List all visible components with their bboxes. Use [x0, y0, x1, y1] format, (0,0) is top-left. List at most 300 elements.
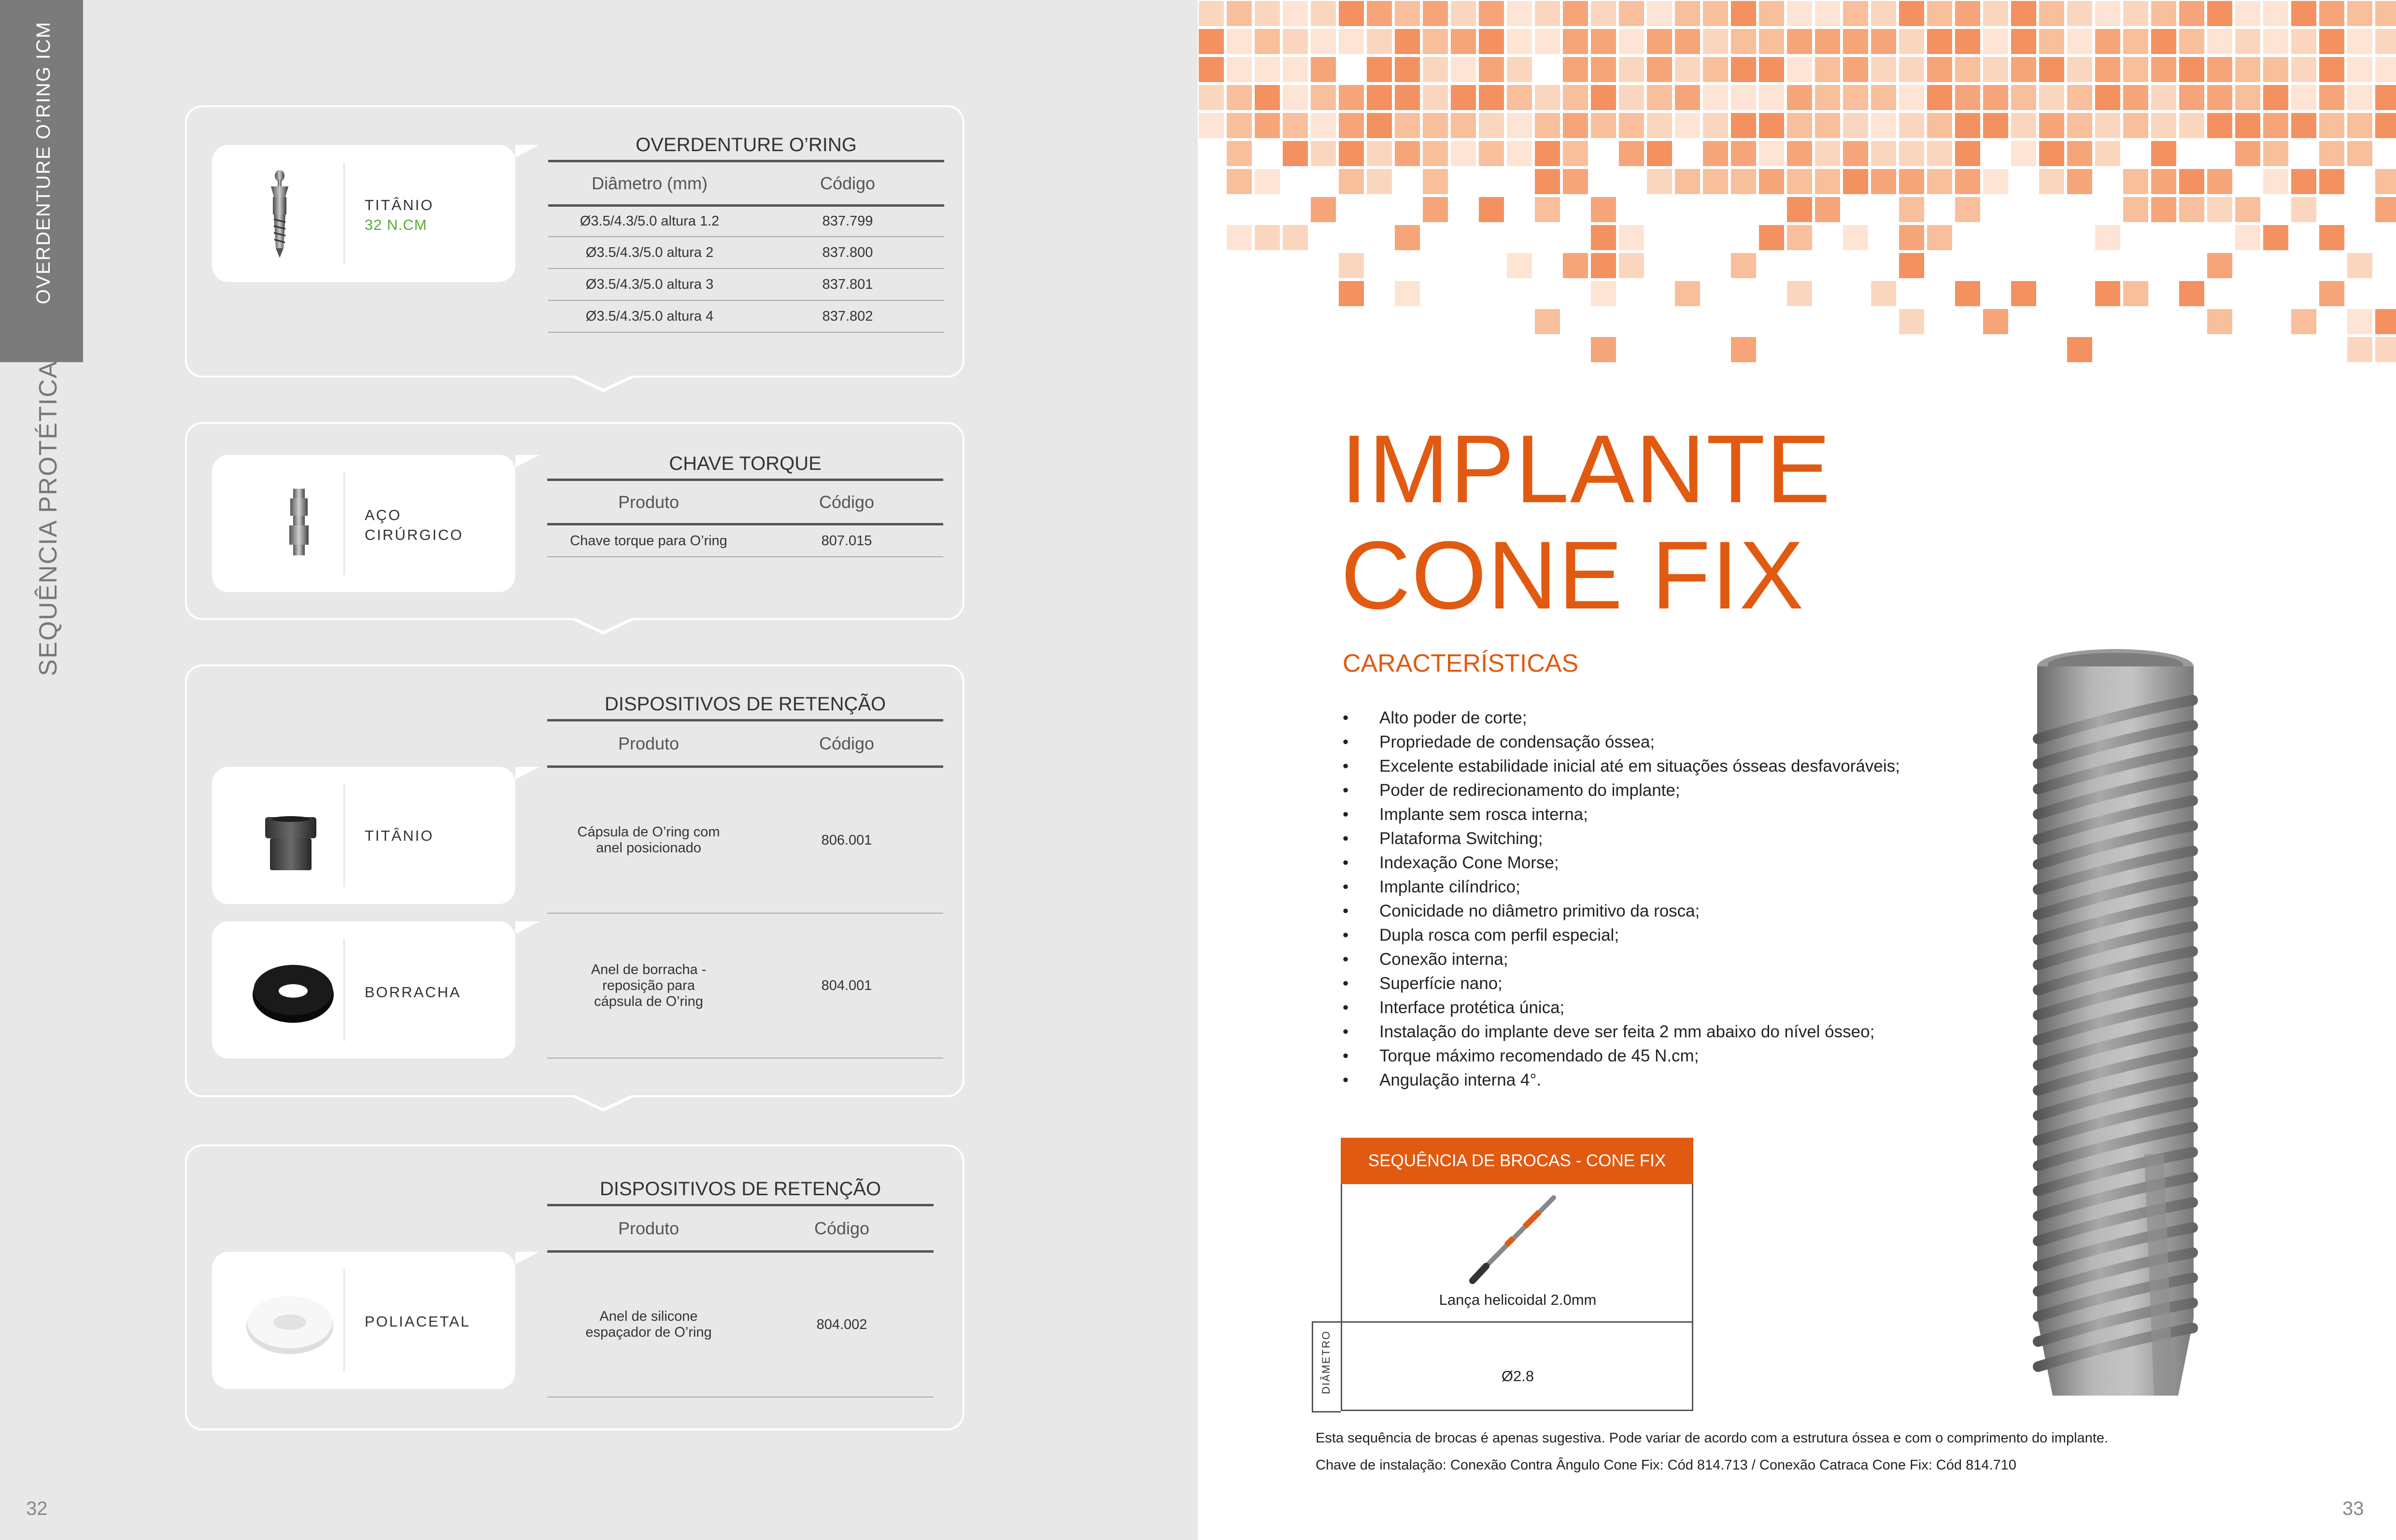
mosaic-tile [1843, 113, 1868, 138]
mosaic-tile [1591, 197, 1616, 222]
mosaic-tile [1311, 57, 1336, 82]
mosaic-tile [2095, 57, 2120, 82]
mosaic-tile [1619, 57, 1644, 82]
feature-item: • Alto poder de corte; [1343, 706, 1900, 730]
mosaic-tile [2263, 141, 2288, 166]
mosaic-tile [1787, 225, 1812, 250]
mosaic-tile [1647, 113, 1672, 138]
mosaic-tile [1983, 1, 2008, 26]
mosaic-tile [1871, 57, 1896, 82]
mosaic-tile [2263, 29, 2288, 54]
mosaic-tile [1955, 281, 1980, 306]
mosaic-tile [1283, 85, 1308, 110]
footer-notes [1316, 1425, 2108, 1479]
mosaic-tile [2347, 29, 2372, 54]
mosaic-tile [2319, 29, 2344, 54]
mosaic-tile [1731, 141, 1756, 166]
mosaic-tile [1227, 1, 1252, 26]
mosaic-tile [1367, 85, 1392, 110]
mosaic-tile [1815, 169, 1840, 194]
drill-bit-icon [1467, 1194, 1559, 1286]
mosaic-tile [2179, 281, 2204, 306]
mosaic-tile [1731, 85, 1756, 110]
table-row [547, 1253, 934, 1398]
table-title: OVERDENTURE O’RING [548, 128, 944, 162]
torque-value: 32 N.CM [365, 216, 427, 233]
mosaic-tile [1423, 57, 1448, 82]
col-header-product: Produto [618, 1218, 680, 1238]
mosaic-tile [2207, 113, 2232, 138]
mosaic-tile [2067, 337, 2092, 362]
mosaic-tile [2039, 141, 2064, 166]
mosaic-tile [1619, 85, 1644, 110]
mosaic-tile [1927, 1, 1952, 26]
feature-item: • Implante sem rosca interna; [1343, 803, 1900, 827]
mosaic-tile [1927, 113, 1952, 138]
mosaic-tile [1395, 225, 1420, 250]
mosaic-tile [2235, 85, 2260, 110]
cell-diameter: Ø3.5/4.3/5.0 altura 1.2 [580, 213, 720, 229]
mosaic-tile [1255, 113, 1280, 138]
mosaic-tile [1563, 113, 1588, 138]
mosaic-tile [1759, 29, 1784, 54]
mosaic-tile [1983, 309, 2008, 334]
cell-code: 837.800 [822, 244, 873, 260]
feature-item: • Conicidade no diâmetro primitivo da rosca; [1343, 899, 1900, 923]
mosaic-tile [1563, 85, 1588, 110]
mosaic-tile [1479, 29, 1504, 54]
mosaic-tile [1899, 113, 1924, 138]
mosaic-tile [1283, 57, 1308, 82]
mosaic-tile [2291, 169, 2316, 194]
title-line-2: CONE FIX [1341, 522, 1805, 629]
mosaic-tile [2123, 281, 2148, 306]
mosaic-tile [1199, 1, 1224, 26]
mosaic-tile [2067, 141, 2092, 166]
mosaic-tile [1339, 253, 1364, 278]
mosaic-tile [1479, 197, 1504, 222]
feature-item: • Dupla rosca com perfil especial; [1343, 923, 1900, 947]
mosaic-tile [1647, 85, 1672, 110]
mosaic-tile [2095, 85, 2120, 110]
mosaic-tile [1899, 1, 1924, 26]
mosaic-tile [1395, 85, 1420, 110]
mosaic-tile [1507, 1, 1532, 26]
product-card [212, 455, 515, 592]
mosaic-tile [1367, 1, 1392, 26]
note-drill-sequence: Esta sequência de brocas é apenas sugestiva. Pode variar de acordo com a estrutura óssea e com o comprimento do implante. [1316, 1430, 2109, 1446]
mosaic-tile [1703, 85, 1728, 110]
mosaic-tile [1815, 141, 1840, 166]
spec-table [547, 688, 943, 1059]
mosaic-tile [1703, 29, 1728, 54]
mosaic-tile [2011, 57, 2036, 82]
mosaic-tile [1255, 85, 1280, 110]
feature-item: • Instalação do implante deve ser feita 2 mm abaixo do nível ósseo; [1343, 1020, 1900, 1044]
mosaic-tile [1927, 29, 1952, 54]
mosaic-tile [1983, 85, 2008, 110]
cell-diameter: Ø3.5/4.3/5.0 altura 2 [585, 244, 714, 260]
mosaic-tile [1815, 197, 1840, 222]
cell-diameter: Ø3.5/4.3/5.0 altura 3 [585, 276, 714, 292]
mosaic-tile [1703, 141, 1728, 166]
mosaic-tile [2207, 253, 2232, 278]
implant-image [2019, 642, 2212, 1415]
table-title: CHAVE TORQUE [547, 447, 943, 481]
mosaic-tile [1955, 141, 1980, 166]
mosaic-tile [2347, 57, 2372, 82]
mosaic-tile [1787, 1, 1812, 26]
mosaic-tile [1731, 253, 1756, 278]
mosaic-tile [1759, 141, 1784, 166]
mosaic-tile [2375, 309, 2396, 334]
material-label: BORRACHA [365, 984, 461, 1001]
diameter-value: Ø2.8 [1501, 1368, 1534, 1385]
mosaic-tile [2263, 1, 2288, 26]
mosaic-tile [1871, 281, 1896, 306]
mosaic-tile [2151, 169, 2176, 194]
mosaic-tile [1591, 225, 1616, 250]
material-label: AÇO CIRÚRGICO [365, 507, 464, 543]
mosaic-tile [2347, 253, 2372, 278]
mosaic-tile [1423, 1, 1448, 26]
mosaic-tile [1759, 113, 1784, 138]
mosaic-tile [1591, 337, 1616, 362]
cell-code: 837.799 [822, 213, 873, 229]
mosaic-tile [1395, 141, 1420, 166]
title-line-1: IMPLANTE [1341, 415, 1832, 523]
mosaic-tile [2375, 1, 2396, 26]
mosaic-tile [2207, 197, 2232, 222]
spec-table [548, 128, 944, 333]
feature-item: • Plataforma Switching; [1343, 827, 1900, 851]
mosaic-tile [1675, 281, 1700, 306]
mosaic-tile [2123, 85, 2148, 110]
mosaic-tile [2123, 113, 2148, 138]
mosaic-tile [1619, 225, 1644, 250]
panel-overdenture-oring [185, 105, 964, 378]
mosaic-tile [1507, 113, 1532, 138]
cell-code: 837.801 [822, 276, 873, 292]
oring-abutment-icon [260, 169, 299, 261]
mosaic-tile [2347, 337, 2372, 362]
mosaic-tile [1983, 57, 2008, 82]
mosaic-tile [2067, 85, 2092, 110]
mosaic-tile [2235, 29, 2260, 54]
mosaic-tile [1955, 113, 1980, 138]
mosaic-tile [1255, 1, 1280, 26]
mosaic-tile [2375, 85, 2396, 110]
mosaic-tile [2151, 197, 2176, 222]
mosaic-tile [1675, 113, 1700, 138]
section-tab-label: OVERDENTURE O’RING ICM [33, 21, 54, 304]
mosaic-tile [2039, 29, 2064, 54]
mosaic-tile [1899, 85, 1924, 110]
cell-code: 837.802 [822, 308, 873, 324]
mosaic-tile [2151, 85, 2176, 110]
mosaic-tile [1843, 57, 1868, 82]
mosaic-tile [2123, 29, 2148, 54]
cell-code: 804.002 [816, 1316, 867, 1332]
cell-diameter: Ø3.5/4.3/5.0 altura 4 [585, 308, 714, 324]
mosaic-tile [1871, 113, 1896, 138]
mosaic-tile [2095, 141, 2120, 166]
mosaic-tile [2207, 57, 2232, 82]
feature-item: • Excelente estabilidade inicial até em situações ósseas desfavoráveis; [1343, 754, 1900, 778]
drill-table-body [1341, 1184, 1693, 1411]
mosaic-tile [2095, 225, 2120, 250]
mosaic-tile [2011, 1, 2036, 26]
mosaic-tile [1871, 1, 1896, 26]
mosaic-tile [2179, 197, 2204, 222]
mosaic-tile [1731, 169, 1756, 194]
mosaic-tile [1927, 169, 1952, 194]
table-row [547, 914, 943, 1059]
mosaic-tile [2123, 57, 2148, 82]
mosaic-tile [1451, 113, 1476, 138]
mosaic-tile [1731, 1, 1756, 26]
mosaic-tile [1899, 225, 1924, 250]
mosaic-tile [2291, 197, 2316, 222]
mosaic-tile [2067, 1, 2092, 26]
material-label: POLIACETAL [365, 1313, 470, 1330]
mosaic-tile [1591, 85, 1616, 110]
mosaic-tile [1815, 1, 1840, 26]
mosaic-tile [1283, 225, 1308, 250]
mosaic-tile [2235, 197, 2260, 222]
mosaic-tile [2123, 169, 2148, 194]
mosaic-tile [2319, 225, 2344, 250]
mosaic-tile [1367, 29, 1392, 54]
mosaic-tile [1591, 253, 1616, 278]
mosaic-tile [1591, 29, 1616, 54]
mosaic-tile [1227, 169, 1252, 194]
mosaic-tile [2375, 29, 2396, 54]
mosaic-tile [1787, 85, 1812, 110]
mosaic-tile [2095, 1, 2120, 26]
mosaic-tile [1423, 29, 1448, 54]
mosaic-tile [1395, 113, 1420, 138]
mosaic-tile [1843, 1, 1868, 26]
mosaic-tile [1535, 1, 1560, 26]
mosaic-tile [1703, 57, 1728, 82]
cell-product: Chave torque para O’ring [570, 533, 727, 549]
mosaic-tile [1395, 29, 1420, 54]
mosaic-tile [1563, 57, 1588, 82]
mosaic-tile [1899, 197, 1924, 222]
material-label: TITÂNIO [365, 827, 434, 844]
mosaic-tile [1675, 85, 1700, 110]
panel-retention-devices-2 [185, 1144, 964, 1430]
table-row [547, 768, 943, 914]
material-label: TITÂNIO [365, 197, 434, 213]
mosaic-tile [2095, 29, 2120, 54]
mosaic-tile [1227, 29, 1252, 54]
mosaic-tile [1283, 29, 1308, 54]
table-row [548, 301, 944, 333]
mosaic-tile [2011, 85, 2036, 110]
mosaic-tile [2151, 113, 2176, 138]
mosaic-tile [2179, 29, 2204, 54]
mosaic-tile [2263, 225, 2288, 250]
mosaic-tile [1535, 141, 1560, 166]
mosaic-tile [2347, 141, 2372, 166]
mosaic-tile [1255, 169, 1280, 194]
mosaic-tile [1927, 57, 1952, 82]
mosaic-tile [1423, 85, 1448, 110]
mosaic-tile [2207, 309, 2232, 334]
mosaic-tile [2067, 113, 2092, 138]
mosaic-tile [2235, 113, 2260, 138]
mosaic-tile [1395, 1, 1420, 26]
mosaic-tile [1899, 169, 1924, 194]
mosaic-tile [1731, 337, 1756, 362]
panel-torque-key [185, 422, 964, 620]
mosaic-tile [1899, 29, 1924, 54]
cell-product: Anel de borracha - reposição para cápsula de O’ring [591, 961, 707, 1009]
spacer-ring-icon [244, 1289, 336, 1357]
mosaic-tile [1339, 113, 1364, 138]
product-card [212, 921, 515, 1059]
mosaic-tile [1899, 309, 1924, 334]
mosaic-tile [1423, 141, 1448, 166]
mosaic-tile [1647, 141, 1672, 166]
mosaic-tile [2151, 141, 2176, 166]
mosaic-tile [1311, 85, 1336, 110]
mosaic-tile [1395, 57, 1420, 82]
mosaic-tile [1759, 1, 1784, 26]
mosaic-tile [2151, 1, 2176, 26]
mosaic-tile [1507, 141, 1532, 166]
mosaic-tile [1367, 141, 1392, 166]
mosaic-tile [1647, 57, 1672, 82]
mosaic-tile [2095, 113, 2120, 138]
mosaic-tile [1479, 141, 1504, 166]
mosaic-tile [1423, 113, 1448, 138]
mosaic-tile [1227, 57, 1252, 82]
mosaic-tile [1759, 57, 1784, 82]
features-heading: CARACTERÍSTICAS [1343, 650, 1579, 678]
mosaic-tile [1535, 29, 1560, 54]
mosaic-tile [2011, 141, 2036, 166]
mosaic-tile [1647, 1, 1672, 26]
mosaic-tile [1255, 57, 1280, 82]
mosaic-tile [2179, 85, 2204, 110]
mosaic-tile [2319, 281, 2344, 306]
feature-item: • Conexão interna; [1343, 947, 1900, 972]
mosaic-tile [1927, 225, 1952, 250]
diameter-side-label: DIÂMETRO [1320, 1330, 1332, 1394]
mosaic-tile [1619, 253, 1644, 278]
mosaic-tile [1451, 57, 1476, 82]
mosaic-tile [1675, 57, 1700, 82]
mosaic-tile [1311, 197, 1336, 222]
mosaic-tile [1339, 141, 1364, 166]
mosaic-tile [1311, 113, 1336, 138]
mosaic-tile [1731, 113, 1756, 138]
mosaic-tile [1227, 85, 1252, 110]
mosaic-tile [2235, 57, 2260, 82]
mosaic-tile [2151, 29, 2176, 54]
mosaic-tile [2039, 57, 2064, 82]
cell-product: Cápsula de O’ring com anel posicionado [577, 824, 720, 856]
mosaic-tile [1563, 253, 1588, 278]
mosaic-tile [1787, 169, 1812, 194]
spec-table [547, 1173, 934, 1398]
rubber-ring-icon [252, 961, 335, 1024]
mosaic-tile [1283, 1, 1308, 26]
mosaic-tile [1199, 85, 1224, 110]
feature-item: • Superfície nano; [1343, 972, 1900, 996]
mosaic-tile [1675, 1, 1700, 26]
note-installation-key: Chave de instalação: Conexão Contra Ângulo Cone Fix: Cód 814.713 / Conexão Catraca Cone Fix: Cód 814.710 [1316, 1457, 2016, 1473]
mosaic-tile [1479, 113, 1504, 138]
mosaic-tile [2011, 113, 2036, 138]
mosaic-tile [1955, 29, 1980, 54]
mosaic-tile [1843, 85, 1868, 110]
mosaic-tile [1507, 57, 1532, 82]
mosaic-tile [1955, 1, 1980, 26]
mosaic-tile [2235, 1, 2260, 26]
mosaic-tile [1955, 85, 1980, 110]
feature-item: • Poder de redirecionamento do implante; [1343, 778, 1900, 803]
mosaic-tile [2263, 169, 2288, 194]
diameter-side-label-box [1312, 1321, 1341, 1413]
mosaic-tile [2375, 57, 2396, 82]
mosaic-tile [1367, 57, 1392, 82]
mosaic-tile [1199, 113, 1224, 138]
orange-mosaic-pattern [1198, 0, 2396, 386]
mosaic-tile [2319, 57, 2344, 82]
mosaic-tile [1563, 169, 1588, 194]
mosaic-tile [1311, 1, 1336, 26]
feature-item: • Propriedade de condensação óssea; [1343, 730, 1900, 754]
mosaic-tile [1451, 1, 1476, 26]
mosaic-tile [1619, 29, 1644, 54]
mosaic-tile [2179, 57, 2204, 82]
mosaic-tile [2291, 57, 2316, 82]
mosaic-tile [1339, 169, 1364, 194]
feature-item: • Interface protética única; [1343, 996, 1900, 1020]
mosaic-tile [1507, 85, 1532, 110]
mosaic-tile [2319, 169, 2344, 194]
col-header-product: Produto [618, 492, 680, 512]
table-title: DISPOSITIVOS DE RETENÇÃO [547, 1173, 934, 1206]
mosaic-tile [1787, 281, 1812, 306]
mosaic-tile [2179, 1, 2204, 26]
mosaic-tile [1983, 113, 2008, 138]
mosaic-tile [1423, 197, 1448, 222]
mosaic-tile [1367, 113, 1392, 138]
feature-item: • Indexação Cone Morse; [1343, 851, 1900, 875]
mosaic-tile [1843, 169, 1868, 194]
mosaic-tile [1983, 29, 2008, 54]
mosaic-tile [2375, 113, 2396, 138]
mosaic-tile [1815, 113, 1840, 138]
table-row [548, 237, 944, 269]
mosaic-tile [1535, 169, 1560, 194]
mosaic-tile [2375, 169, 2396, 194]
mosaic-tile [1899, 141, 1924, 166]
features-list [1343, 706, 1900, 1092]
mosaic-tile [1955, 57, 1980, 82]
mosaic-tile [2319, 141, 2344, 166]
col-header-code: Código [814, 1218, 870, 1238]
panel-retention-devices [185, 664, 964, 1097]
page-title [1341, 416, 1831, 629]
mosaic-tile [1899, 253, 1924, 278]
mosaic-tile [1759, 225, 1784, 250]
